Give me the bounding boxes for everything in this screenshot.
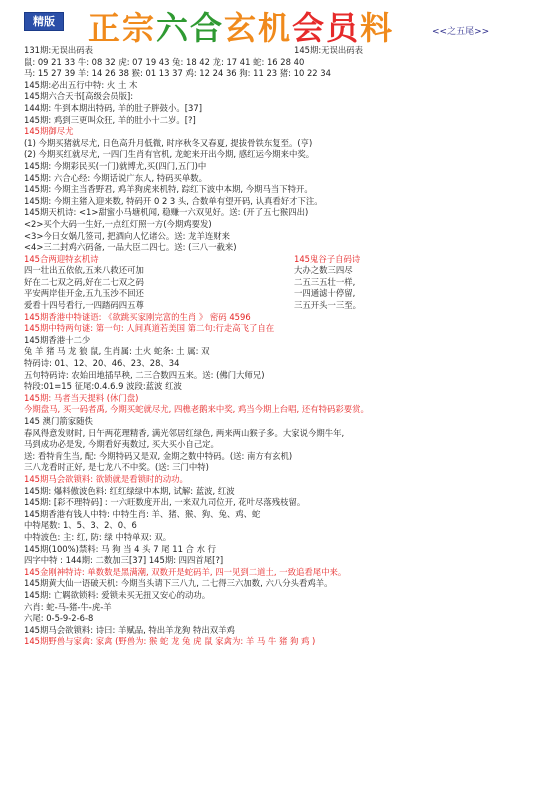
text-line-left: 特码诗: 01、12、20、46、23、28、34 xyxy=(24,358,180,369)
title-part-1: 正宗 xyxy=(88,9,157,47)
header xyxy=(0,0,549,47)
text-line xyxy=(24,242,544,254)
title-part-5: 料 xyxy=(360,9,395,47)
text-line xyxy=(24,173,544,185)
text-line-left: (1) 今期买猪就尽尤, 日色高升月低微, 时序秋冬又春夏, 提拔骨铁东复至。(亨) xyxy=(24,137,313,148)
text-line-left: 爱看十四号看行,一四踏码四五尊 xyxy=(24,300,144,311)
text-line xyxy=(24,416,544,428)
text-line xyxy=(24,196,544,208)
text-line-right: 145鬼谷子自码诗 xyxy=(294,253,361,264)
text-line xyxy=(24,126,544,138)
text-line-left: 145期马会欲锁料: 诗曰: 羊赋品, 特出羊龙狗 特出双羊鸡 xyxy=(24,624,235,635)
text-line-left: 特段:01=15 征尾:0.4.6.9 波段:蓝波 红波 xyxy=(24,381,182,392)
text-line-left: 145期: [彩不理特码] : 一六旺数度开出, 一来双九司位开, 花叶尽落残枝留。 xyxy=(24,497,306,508)
text-line xyxy=(24,474,544,486)
text-line-left: 好在二七双之码,好在二七双之码 xyxy=(24,276,144,287)
text-line-left: 145期: 鸡到三更叫众狂, 羊的肚小十二岁。[?] xyxy=(24,114,196,125)
text-line xyxy=(24,497,544,509)
text-line-left: <3>今日女娲几签司, 把酒向人忆诸公。送: 龙羊连财来 xyxy=(24,230,231,241)
text-line xyxy=(24,602,544,614)
text-line xyxy=(24,393,544,405)
content-lines xyxy=(24,45,544,648)
text-line-left: 145期中特两句谜: 第一句: 人间真道若美国 第二句:行走高飞了自在 xyxy=(24,323,275,334)
text-line-left: 145期: 爆料傲波色料: 红红绿绿中本期, 试解: 蓝波, 红波 xyxy=(24,485,235,496)
text-line-right: 三五开头一三至。 xyxy=(294,300,361,311)
text-line-left: 145期:必出五行中特: 火 土 木 xyxy=(24,79,138,90)
text-line-left: 145期(100%)禁料: 马 狗 当 4 头 7 尾 11 合 水 行 xyxy=(24,543,217,554)
text-line-left: 六尾: 0-5-9-2-6-8 xyxy=(24,613,94,624)
text-line xyxy=(24,381,544,393)
text-line-left: 145期香港十二少 xyxy=(24,334,91,345)
text-line xyxy=(24,91,544,103)
text-line-left: 鼠: 09 21 33 牛: 08 32 虎: 07 19 43 兔: 18 42 龙: 17 41 蛇: 16 28 40 xyxy=(24,56,305,67)
nav-link[interactable]: <<之五尾>> xyxy=(432,27,490,37)
title-part-4: 会员 xyxy=(292,9,361,47)
text-line xyxy=(24,45,544,57)
text-line-left: 145期香港中特谜语: 《欲跳买家刚完富的生肖 》 密码 4596 xyxy=(24,311,251,322)
text-line-left: 145期香港有钱人中特: 中特生肖: 羊、猪、猴、狗、兔、鸡、蛇 xyxy=(24,508,261,519)
text-line xyxy=(24,439,544,451)
text-line xyxy=(24,57,544,69)
text-line xyxy=(24,590,544,602)
text-line-left: 145期: 今期彩民买(一门)就博尤,买(四门,五门)中 xyxy=(24,160,207,171)
text-line-left: 145金刚神特诗: 单数数是黑满潮, 双数开是蛇码羊, 四一见到二道土, 一致追看尾中来。 xyxy=(24,566,347,577)
text-line xyxy=(24,335,544,347)
text-line xyxy=(24,462,544,474)
text-line xyxy=(24,207,544,219)
text-line-left: 145期天机诗: <1>甜蜜小马塘机闻, 稳赚一六双见好。送: (开了五七猴四出) xyxy=(24,207,309,218)
text-line xyxy=(24,231,544,243)
text-line xyxy=(24,404,544,416)
text-line xyxy=(24,520,544,532)
text-line xyxy=(24,544,544,556)
text-line xyxy=(24,625,544,637)
text-line-left: 145期: 马者当天提料 (休门盘) xyxy=(24,392,139,403)
title-part-3: 玄机 xyxy=(224,9,293,47)
text-line-left: 145 澳门箭家随佚 xyxy=(24,416,93,426)
text-line-left: <4>三二封鸡六码备, 一品大臣二四七。送: (三八一截来) xyxy=(24,242,237,253)
text-line-left: 131期:无误出码表 xyxy=(24,45,94,55)
text-line-left: 145期马会欲锁料: 欲锁就是看锁时的动功。 xyxy=(24,473,188,484)
text-line xyxy=(24,346,544,358)
text-line xyxy=(24,68,544,80)
text-line xyxy=(24,370,544,382)
text-line xyxy=(24,80,544,92)
text-line-left: 四一壮出五依依,五来八救还可加 xyxy=(24,265,144,276)
text-line-left: <2>买个大码一生好,一点红灯照一方(今期鸡要发) xyxy=(24,218,212,229)
text-line xyxy=(24,451,544,463)
text-line-left: 145合两迎特玄机诗 xyxy=(24,253,99,264)
text-line xyxy=(24,184,544,196)
text-line-left: 马: 15 27 39 羊: 14 26 38 猴: 01 13 37 鸡: 12 24 36 狗: 11 23 猪: 10 22 34 xyxy=(24,68,331,79)
text-line xyxy=(24,115,544,127)
text-line-left: 145期野兽与家禽: 家禽 (野兽为: 猴 蛇 龙 兔 虎 鼠 家禽为: 羊 马 牛 猪 狗 鸡 ) xyxy=(24,636,316,647)
text-line xyxy=(24,312,544,324)
text-line xyxy=(24,277,544,289)
text-line xyxy=(24,103,544,115)
text-line-left: 中特尾数: 1、5、3、2、0、6 xyxy=(24,520,137,531)
text-line-right: 145期:无误出码表 xyxy=(294,45,364,55)
text-line-left: (2) 今期买红就尽尤, 一四门生肖有官机, 龙蛇来开出今期, 感红运今期来中奖。 xyxy=(24,149,315,160)
text-line xyxy=(24,509,544,521)
text-line-left: 145期: 今期主当香野君, 鸡羊狗虎来机特, 踪红下波中本期, 今期马当下特开。 xyxy=(24,184,313,195)
text-line xyxy=(24,254,544,266)
text-line-left: 马到成功必是发, 今期看好夷数过, 买大买小自己定。 xyxy=(24,439,219,450)
text-line xyxy=(24,149,544,161)
text-line-left: 今期盘马, 买一码者禹, 今期买蛇就尽尤, 四樵老鹅来中奖, 鸡当今期上台唱, 还有特码彩要赏。 xyxy=(24,404,369,415)
page-title xyxy=(88,3,394,49)
text-line-left: 145期: 今期主猪入迎来数, 特码开 0 2 3 头, 合数单有望开码, 认真看好才下注。 xyxy=(24,195,323,206)
text-line xyxy=(24,578,544,590)
title-part-2: 六合 xyxy=(156,9,225,47)
text-line xyxy=(24,486,544,498)
text-line-right: 二五三五壮一样, xyxy=(294,276,356,287)
text-line xyxy=(24,532,544,544)
text-line-left: 五句特码诗: 农始田地插早秧, 二三合数四五来。送: (佛门大师兄) xyxy=(24,369,265,380)
text-line xyxy=(24,219,544,231)
text-line-left: 145期六合天书[高级会员版]: xyxy=(24,91,134,102)
text-line-left: 六肖: 蛇-马-猪-牛-虎-羊 xyxy=(24,601,112,612)
text-line-left: 送: 看特肯生当, 配: 今期特码又是双, 金期之数中特码。(送: 南方有玄机) xyxy=(24,450,293,461)
text-line-left: 145期: 六合心经: 今期话说广东人, 特码买单数。 xyxy=(24,172,208,183)
text-line-left: 兔 羊 猪 马 龙 狼 鼠, 生肖属: 土火 蛇条: 土 属: 双 xyxy=(24,346,210,357)
badge-label: 精版 xyxy=(24,12,64,31)
text-line xyxy=(24,323,544,335)
text-line-left: 三八龙看时正好, 是七龙八不中奖。(送: 三门中特) xyxy=(24,462,209,473)
text-line-left: 144期: 牛到本期出特码, 羊的肚子胖鼓小。[37] xyxy=(24,102,202,113)
text-line xyxy=(24,161,544,173)
text-line xyxy=(24,613,544,625)
text-line xyxy=(24,555,544,567)
text-line xyxy=(24,300,544,312)
text-line-left: 中特波色: 主: 红, 防: 绿 中特单双: 双。 xyxy=(24,531,172,542)
text-line-right: 大办之数三四尽 xyxy=(294,265,353,276)
text-line xyxy=(24,138,544,150)
text-line xyxy=(24,636,544,648)
text-line-left: 平安两岸佳开金,五九玉沙不回还 xyxy=(24,288,144,299)
text-line-left: 四字中特 : 144期: 二数加三[37] 145期: 四四首尾[?] xyxy=(24,555,224,566)
text-line-left: 145期黄大仙一语破天机: 今期当头请下三八九, 二七得三六加数, 六八分头看鸡羊。 xyxy=(24,578,333,589)
text-line xyxy=(24,358,544,370)
text-line-left: 145期: 亡羁欲锁料: 爱锁未买无扭又安心的动功。 xyxy=(24,589,211,600)
text-line xyxy=(24,265,544,277)
text-line xyxy=(24,567,544,579)
text-line-left: 145期御尽尤 xyxy=(24,126,74,137)
text-line xyxy=(24,288,544,300)
text-line-left: 春风得意发财时, 日午两花理精香, 满光邻居红绿色, 两来两山猴子多。大家说今期牛年, xyxy=(24,427,345,438)
text-line-right: 一四通滤十停留, xyxy=(294,288,356,299)
text-line xyxy=(24,428,544,440)
